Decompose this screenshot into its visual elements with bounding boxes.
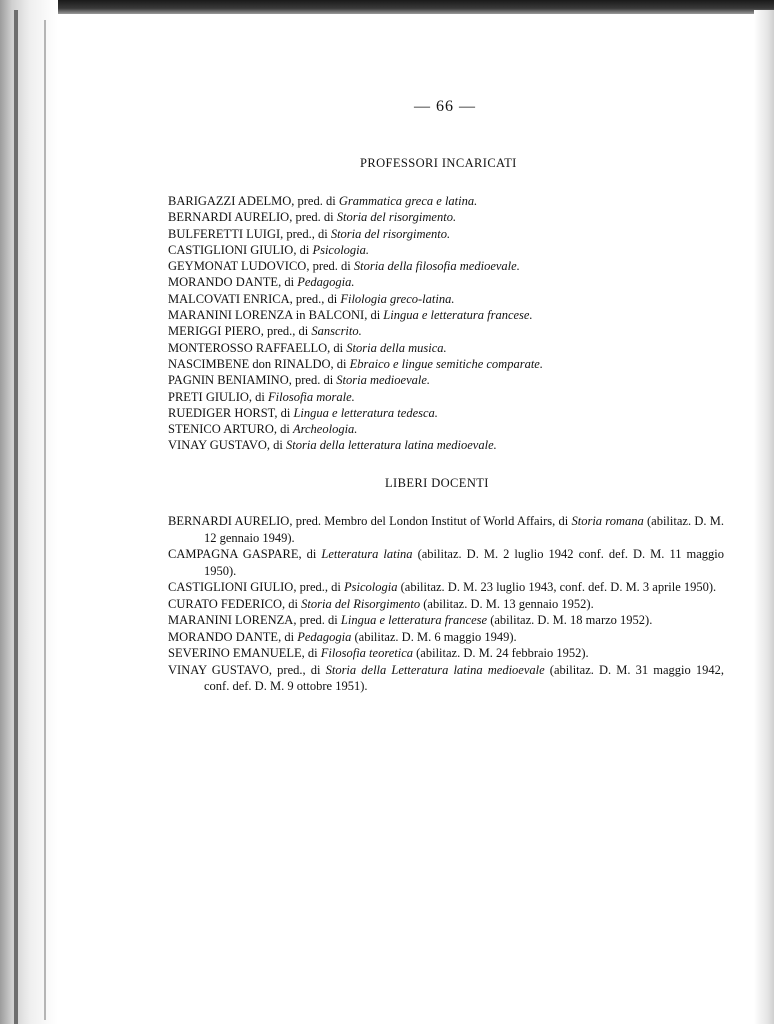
entry-subject: Storia della musica. [346,340,447,355]
entry-mid: , di [248,389,268,404]
list-item [168,662,724,695]
list-item [168,645,724,662]
entry-details: (abilitaz. D. M. 18 marzo 1952). [487,613,653,627]
entry-name: MORANDO DANTE [168,629,279,644]
entry-details: (abilitaz. D. M. 31 maggio 1942, conf. def. D. M. 9 ottobre 1951). [204,662,724,693]
list-item [168,242,728,258]
entry-name: BULFERETTI LUIGI [168,226,281,241]
entry-subject: Storia romana [571,514,644,528]
entry-subject: Ebraico e lingue semitiche comparate. [349,356,543,371]
entry-name: NASCIMBENE don RINALDO [168,356,331,371]
entry-mid: , di [282,596,302,611]
entry-subject: Pedagogia [297,629,352,644]
entry-mid: , pred., di [280,226,331,241]
entry-subject: Lingua e letteratura francese. [383,308,533,323]
entry-subject: Lingua e letteratura tedesca. [293,405,438,420]
entry-name: CASTIGLIONI GIULIO [168,242,294,257]
entry-subject: Filosofia morale. [268,389,355,404]
entry-name: BARIGAZZI ADELMO [168,194,292,208]
entry-details: (abilitaz. D. M. 12 gennaio 1949). [204,514,724,545]
entry-subject: Storia del risorgimento. [330,226,451,241]
entry-subject: Storia della letteratura latina medioevale. [286,438,497,453]
list-item [168,209,728,225]
entry-name: MARANINI LORENZA in BALCONI [168,308,365,323]
entry-subject: Psicologia [344,580,398,594]
entry-name: CURATO FEDERICO [168,596,283,611]
entry-subject: Filosofia teoretica [320,646,414,660]
entry-mid: , di [278,275,298,290]
entry-name: STENICO ARTURO [168,422,274,437]
list-item [168,291,728,307]
entry-name: PAGNIN BENIAMINO [168,373,289,388]
entry-mid: , di [330,356,350,371]
entry-name: BERNARDI AURELIO [168,514,290,528]
list-item [168,389,728,405]
list-item [168,226,728,242]
entry-mid: , pred. di [288,373,337,388]
entry-name: GEYMONAT LUDOVICO [168,259,307,274]
entry-subject: Letteratura latina [321,547,413,561]
list-item [168,356,728,372]
entry-subject: Storia della filosofia medioevale. [353,259,520,274]
list-item [168,546,724,579]
entry-name: SEVERINO EMANUELE [168,646,302,660]
entry-mid: , pred., di [293,580,345,594]
list-professori-incaricati [168,193,728,454]
entry-name: PRETI GIULIO [168,389,249,404]
entry-subject: Storia del Risorgimento [301,596,421,611]
entry-mid: , di [298,547,322,561]
entry-mid: , di [273,422,293,437]
entry-mid: , pred. di [291,194,339,208]
entry-details: (abilitaz. D. M. 23 luglio 1943, conf. def. D. M. 3 aprile 1950). [397,580,717,594]
entry-name: MERIGGI PIERO [168,324,261,339]
entry-mid: , pred. Membro del London Institut of World Affairs, di [289,514,572,528]
entry-name: VINAY GUSTAVO [168,662,269,677]
entry-name: CASTIGLIONI GIULIO [168,580,294,594]
section-title-docenti: LIBERI DOCENTI [385,476,489,490]
list-item [168,405,728,421]
entry-mid: , pred. di [306,259,354,274]
entry-subject: Archeologia. [292,422,358,437]
entry-subject: Sanscrito. [311,324,362,339]
entry-mid: , di [278,629,298,644]
list-item [168,372,728,388]
list-item [168,258,728,274]
entry-subject: Filologia greco-latina. [340,291,455,306]
list-liberi-docenti [168,513,724,695]
entry-subject: Lingua e letteratura francese [340,613,488,627]
entry-mid: , di [266,438,287,453]
list-item [168,579,724,596]
entry-name: BERNARDI AURELIO [168,210,290,225]
list-item [168,340,728,356]
entry-mid: , di [327,340,347,355]
entry-subject: Pedagogia. [297,275,355,290]
entry-mid: , pred., di [260,324,312,339]
entry-name: MARANINI LORENZA [168,613,294,627]
list-item [168,274,728,290]
entry-name: MONTEROSSO RAFFAELLO [168,340,328,355]
list-item [168,629,724,646]
entry-mid: , pred., di [289,291,341,306]
list-item [168,307,728,323]
entry-subject: Storia della Letteratura latina medioevale [325,662,545,677]
entry-mid: , di [364,308,384,323]
entry-details: (abilitaz. D. M. 24 febbraio 1952). [413,646,589,660]
entry-mid: , pred. di [293,613,341,627]
entry-name: CAMPAGNA GASPARE [168,547,299,561]
entry-details: (abilitaz. D. M. 13 gennaio 1952). [420,596,594,611]
list-item [168,437,728,453]
entry-name: MORANDO DANTE [168,275,279,290]
entry-mid: , pred., di [268,662,326,677]
list-item [168,513,724,546]
entry-name: VINAY GUSTAVO [168,438,267,453]
entry-details: (abilitaz. D. M. 2 luglio 1942 conf. def. D. M. 11 maggio 1950). [204,547,724,578]
entry-details: (abilitaz. D. M. 6 maggio 1949). [351,629,517,644]
entry-subject: Psicologia. [312,242,370,257]
entry-subject: Grammatica greca e latina. [338,194,478,208]
entry-name: MALCOVATI ENRICA [168,291,290,306]
entry-mid: , di [274,405,294,420]
list-item [168,612,724,629]
page-number: — 66 — [414,98,476,115]
section-title-incaricati: PROFESSORI INCARICATI [360,156,517,170]
entry-mid: , di [301,646,321,660]
list-item [168,323,728,339]
entry-mid: , pred. di [289,210,337,225]
entry-subject: Storia del risorgimento. [336,210,457,225]
entry-name: RUEDIGER HORST [168,405,275,420]
list-item [168,596,724,613]
entry-mid: , di [293,242,313,257]
list-item [168,193,728,209]
list-item [168,421,728,437]
entry-subject: Storia medioevale. [336,373,431,388]
